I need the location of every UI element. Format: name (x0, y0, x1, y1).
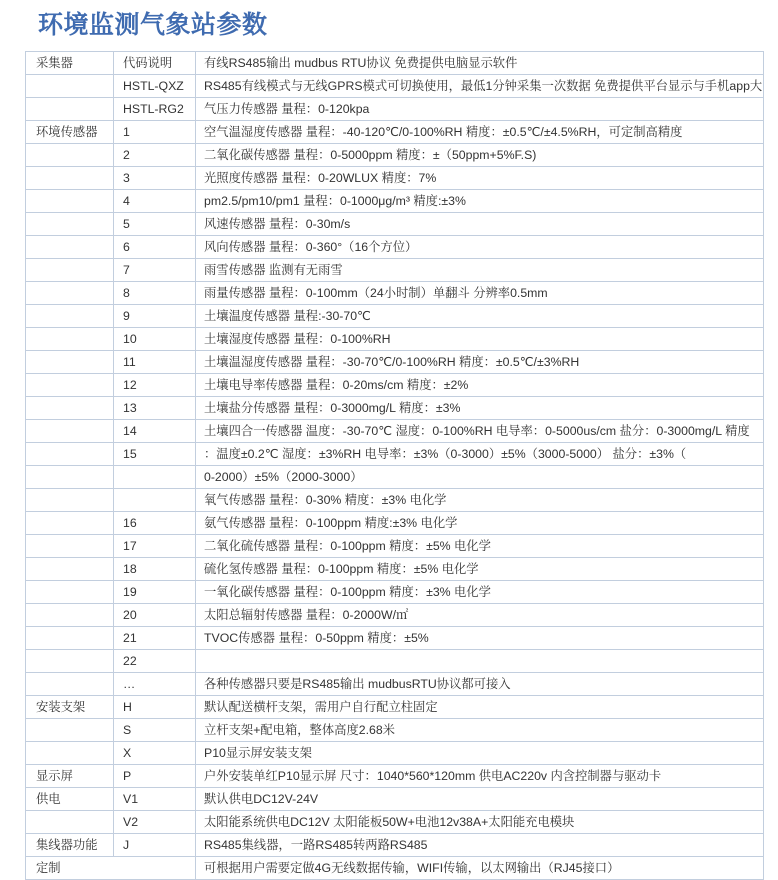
cell-code: P (114, 765, 196, 788)
cell-code: HSTL-RG2 (114, 98, 196, 121)
cell-description: 硫化氢传感器 量程：0-100ppm 精度：±5% 电化学 (196, 558, 764, 581)
table-row (26, 696, 764, 719)
cell-category (26, 627, 114, 650)
cell-code: 10 (114, 328, 196, 351)
table-row (26, 351, 764, 374)
table-row (26, 811, 764, 834)
table-row (26, 121, 764, 144)
cell-category (26, 351, 114, 374)
cell-code: HSTL-QXZ (114, 75, 196, 98)
cell-description: 土壤盐分传感器 量程：0-3000mg/L 精度：±3% (196, 397, 764, 420)
cell-category (26, 144, 114, 167)
cell-description: RS485有线模式与无线GPRS模式可切换使用，最低1分钟采集一次数据 免费提供平台显示与手机app大 (196, 75, 764, 98)
cell-code: 6 (114, 236, 196, 259)
spec-table (25, 51, 764, 880)
cell-description: 二氧化硫传感器 量程：0-100ppm 精度：±5% 电化学 (196, 535, 764, 558)
cell-code: … (114, 673, 196, 696)
table-row (26, 466, 764, 489)
cell-category (26, 190, 114, 213)
table-row (26, 627, 764, 650)
cell-category (26, 742, 114, 765)
cell-description: 立杆支架+配电箱，整体高度2.68米 (196, 719, 764, 742)
table-row (26, 374, 764, 397)
cell-code: 11 (114, 351, 196, 374)
cell-description: 雨量传感器 量程：0-100mm（24小时制）单翻斗 分辨率0.5mm (196, 282, 764, 305)
table-row (26, 581, 764, 604)
cell-category (26, 213, 114, 236)
cell-code: H (114, 696, 196, 719)
cell-description: 土壤四合一传感器 温度：-30-70℃ 湿度：0-100%RH 电导率：0-5000us/cm 盐分：0-3000mg/L 精度 (196, 420, 764, 443)
table-row (26, 650, 764, 673)
cell-category (26, 719, 114, 742)
cell-description: 二氧化碳传感器 量程：0-5000ppm 精度：±（50ppm+5%F.S) (196, 144, 764, 167)
table-row (26, 52, 764, 75)
cell-description: P10显示屏安装支架 (196, 742, 764, 765)
spec-table-container (0, 42, 778, 880)
page-title: 环境监测气象站参数 (38, 11, 268, 39)
cell-description: ：温度±0.2℃ 湿度：±3%RH 电导率：±3%（0-3000）±5%（3000-5000） 盐分：±3%（ (196, 443, 764, 466)
cell-code: 21 (114, 627, 196, 650)
cell-code: 5 (114, 213, 196, 236)
cell-description: 默认配送横杆支架，需用户自行配立柱固定 (196, 696, 764, 719)
cell-category (26, 673, 114, 696)
cell-category (26, 397, 114, 420)
cell-category (26, 581, 114, 604)
cell-code: J (114, 834, 196, 857)
cell-category (26, 512, 114, 535)
cell-code: V1 (114, 788, 196, 811)
table-row (26, 788, 764, 811)
cell-category (26, 466, 114, 489)
table-row (26, 420, 764, 443)
cell-code: 15 (114, 443, 196, 466)
cell-code: 17 (114, 535, 196, 558)
cell-category (26, 535, 114, 558)
cell-category (26, 75, 114, 98)
cell-description: TVOC传感器 量程：0-50ppm 精度：±5% (196, 627, 764, 650)
cell-category: 显示屏 (26, 765, 114, 788)
cell-description: 雨雪传感器 监测有无雨雪 (196, 259, 764, 282)
cell-description (196, 650, 764, 673)
cell-code: 20 (114, 604, 196, 627)
cell-code: 12 (114, 374, 196, 397)
cell-code (114, 489, 196, 512)
table-row (26, 144, 764, 167)
cell-description: 风速传感器 量程：0-30m/s (196, 213, 764, 236)
cell-code: 8 (114, 282, 196, 305)
table-row (26, 765, 764, 788)
cell-category (26, 811, 114, 834)
cell-code: 7 (114, 259, 196, 282)
cell-description: 0-2000）±5%（2000-3000） (196, 466, 764, 489)
table-row (26, 489, 764, 512)
cell-description: 一氧化碳传感器 量程：0-100ppm 精度：±3% 电化学 (196, 581, 764, 604)
table-row (26, 512, 764, 535)
cell-category (26, 98, 114, 121)
spec-table-body (26, 52, 764, 880)
cell-category (26, 167, 114, 190)
table-row (26, 834, 764, 857)
cell-category (26, 305, 114, 328)
cell-description: 默认供电DC12V-24V (196, 788, 764, 811)
cell-category: 供电 (26, 788, 114, 811)
cell-code: 9 (114, 305, 196, 328)
cell-description: RS485集线器，一路RS485转两路RS485 (196, 834, 764, 857)
table-row (26, 98, 764, 121)
cell-category: 采集器 (26, 52, 114, 75)
cell-code: 19 (114, 581, 196, 604)
cell-description: pm2.5/pm10/pm1 量程：0-1000μg/m³ 精度:±3% (196, 190, 764, 213)
table-row (26, 259, 764, 282)
cell-category: 定制 (26, 857, 196, 880)
table-row (26, 535, 764, 558)
cell-code: 3 (114, 167, 196, 190)
cell-description: 可根据用户需要定做4G无线数据传输，WIFI传输，以太网输出（RJ45接口） (196, 857, 764, 880)
table-row (26, 719, 764, 742)
table-row (26, 167, 764, 190)
cell-category (26, 489, 114, 512)
cell-code: 14 (114, 420, 196, 443)
cell-description: 土壤温湿度传感器 量程：-30-70℃/0-100%RH 精度：±0.5℃/±3%RH (196, 351, 764, 374)
cell-code: 代码说明 (114, 52, 196, 75)
cell-category (26, 420, 114, 443)
cell-code: X (114, 742, 196, 765)
cell-description: 有线RS485输出 mudbus RTU协议 免费提供电脑显示软件 (196, 52, 764, 75)
cell-description: 户外安装单红P10显示屏 尺寸：1040*560*120mm 供电AC220v 内含控制器与驱动卡 (196, 765, 764, 788)
cell-category (26, 374, 114, 397)
cell-category (26, 282, 114, 305)
cell-category (26, 259, 114, 282)
cell-code: V2 (114, 811, 196, 834)
cell-category: 安装支架 (26, 696, 114, 719)
table-row (26, 190, 764, 213)
cell-category (26, 328, 114, 351)
cell-description: 各种传感器只要是RS485输出 mudbusRTU协议都可接入 (196, 673, 764, 696)
table-row (26, 443, 764, 466)
table-row (26, 558, 764, 581)
cell-description: 土壤湿度传感器 量程：0-100%RH (196, 328, 764, 351)
cell-code: 2 (114, 144, 196, 167)
cell-description: 空气温湿度传感器 量程：-40-120℃/0-100%RH 精度：±0.5℃/±4.5%RH，可定制高精度 (196, 121, 764, 144)
cell-code: S (114, 719, 196, 742)
cell-description: 土壤温度传感器 量程:-30-70℃ (196, 305, 764, 328)
table-row (26, 328, 764, 351)
table-row (26, 604, 764, 627)
table-row (26, 673, 764, 696)
cell-code: 4 (114, 190, 196, 213)
cell-description: 气压力传感器 量程：0-120kpa (196, 98, 764, 121)
cell-category (26, 236, 114, 259)
cell-description: 氧气传感器 量程：0-30% 精度：±3% 电化学 (196, 489, 764, 512)
cell-code: 13 (114, 397, 196, 420)
table-row (26, 397, 764, 420)
table-row (26, 857, 764, 880)
cell-category: 集线器功能 (26, 834, 114, 857)
cell-description: 太阳能系统供电DC12V 太阳能板50W+电池12v38A+太阳能充电模块 (196, 811, 764, 834)
cell-category (26, 558, 114, 581)
cell-description: 太阳总辐射传感器 量程：0-2000W/㎡ (196, 604, 764, 627)
table-row (26, 75, 764, 98)
cell-category (26, 650, 114, 673)
table-row (26, 236, 764, 259)
cell-description: 土壤电导率传感器 量程：0-20ms/cm 精度：±2% (196, 374, 764, 397)
table-row (26, 282, 764, 305)
table-row (26, 742, 764, 765)
cell-category: 环境传感器 (26, 121, 114, 144)
cell-code: 16 (114, 512, 196, 535)
cell-description: 光照度传感器 量程：0-20WLUX 精度：7% (196, 167, 764, 190)
table-row (26, 305, 764, 328)
table-row (26, 213, 764, 236)
cell-code: 22 (114, 650, 196, 673)
cell-description: 风向传感器 量程：0-360°（16个方位） (196, 236, 764, 259)
cell-category (26, 443, 114, 466)
cell-code: 18 (114, 558, 196, 581)
cell-code (114, 466, 196, 489)
cell-code: 1 (114, 121, 196, 144)
cell-description: 氨气传感器 量程：0-100ppm 精度:±3% 电化学 (196, 512, 764, 535)
cell-category (26, 604, 114, 627)
